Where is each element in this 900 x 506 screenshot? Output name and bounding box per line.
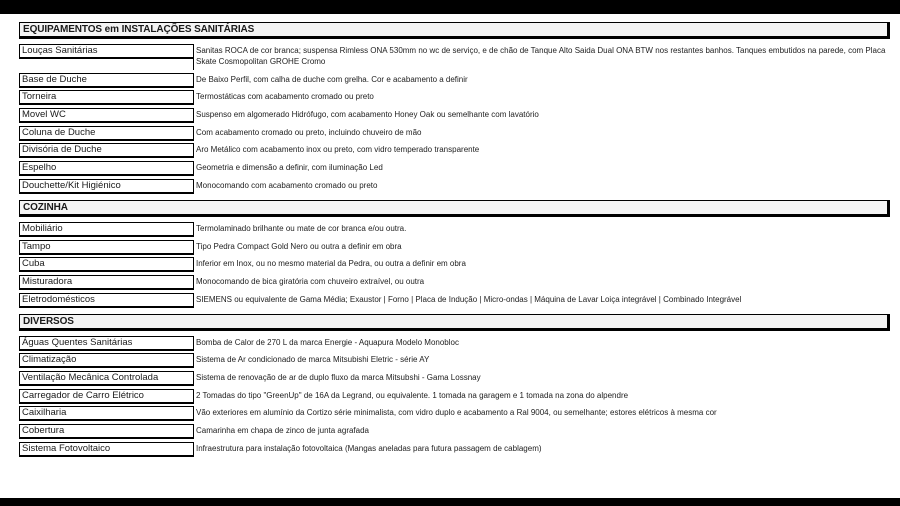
section-rows bbox=[19, 222, 890, 308]
spec-label: Coluna de Duche bbox=[19, 126, 193, 141]
spec-row bbox=[19, 293, 890, 308]
spec-document bbox=[19, 22, 890, 457]
spec-row bbox=[19, 257, 890, 272]
spec-row bbox=[19, 389, 890, 404]
spec-label: Espelho bbox=[19, 161, 193, 176]
spec-row bbox=[19, 44, 890, 70]
spec-row bbox=[19, 424, 890, 439]
spec-row bbox=[19, 143, 890, 158]
section-title: COZINHA bbox=[19, 200, 890, 217]
spec-row bbox=[19, 222, 890, 237]
spec-value: Sanitas ROCA de cor branca; suspensa Rimless ONA 530mm no wc de serviço, e de chão de Tanque Alto Saida Dual ONA BTW nos restantes banhos. Tanques embutidos na parede, com Placa Skate Cosmopolitan GROHE Cromo bbox=[193, 44, 890, 70]
spec-label: Louças Sanitárias bbox=[19, 44, 193, 59]
spec-row bbox=[19, 275, 890, 290]
spec-value: Inferior em Inox, ou no mesmo material da Pedra, ou outra a definir em obra bbox=[193, 257, 890, 272]
section-rows bbox=[19, 44, 890, 194]
spec-label: Movel WC bbox=[19, 108, 193, 123]
spec-row bbox=[19, 336, 890, 351]
spec-label: Base de Duche bbox=[19, 73, 193, 88]
spec-label: Eletrodomésticos bbox=[19, 293, 193, 308]
spec-label: Divisória de Duche bbox=[19, 143, 193, 158]
spec-label: Carregador de Carro Elétrico bbox=[19, 389, 193, 404]
spec-value: Suspenso em algomerado Hidrófugo, com acabamento Honey Oak ou semelhante com lavatório bbox=[193, 108, 890, 123]
spec-row bbox=[19, 90, 890, 105]
spec-value: Infraestrutura para instalação fotovoltaica (Mangas aneladas para futura passagem de cablagem) bbox=[193, 442, 890, 457]
spec-label: Torneira bbox=[19, 90, 193, 105]
section-cozinha bbox=[19, 200, 890, 308]
spec-label: Misturadora bbox=[19, 275, 193, 290]
spec-value: SIEMENS ou equivalente de Gama Média; Exaustor | Forno | Placa de Indução | Micro-ondas | Máquina de Lavar Loiça integrável | Combinado Integrável bbox=[193, 293, 890, 308]
spec-label: Douchette/Kit Higiénico bbox=[19, 179, 193, 194]
spec-row bbox=[19, 406, 890, 421]
spec-row bbox=[19, 240, 890, 255]
spec-value: Aro Metálico com acabamento inox ou preto, com vidro temperado transparente bbox=[193, 143, 890, 158]
spec-label: Mobiliário bbox=[19, 222, 193, 237]
spec-row bbox=[19, 353, 890, 368]
section-title: EQUIPAMENTOS em INSTALAÇÕES SANITÁRIAS bbox=[19, 22, 890, 39]
spec-value: Bomba de Calor de 270 L da marca Energie - Aquapura Modelo Monobloc bbox=[193, 336, 890, 351]
spec-value: Monocomando de bica giratória com chuveiro extraível, ou outra bbox=[193, 275, 890, 290]
spec-label: Caixilharia bbox=[19, 406, 193, 421]
bottom-black-bar bbox=[0, 498, 900, 506]
spec-value: Sistema de Ar condicionado de marca Mitsubishi Eletric - série AY bbox=[193, 353, 890, 368]
spec-label: Cobertura bbox=[19, 424, 193, 439]
spec-label: Cuba bbox=[19, 257, 193, 272]
spec-value: Camarinha em chapa de zinco de junta agrafada bbox=[193, 424, 890, 439]
spec-value: Monocomando com acabamento cromado ou preto bbox=[193, 179, 890, 194]
spec-label: Sistema Fotovoltaico bbox=[19, 442, 193, 457]
section-title: DIVERSOS bbox=[19, 314, 890, 331]
spec-label: Ventilação Mecânica Controlada bbox=[19, 371, 193, 386]
spec-value: De Baixo Perfil, com calha de duche com grelha. Cor e acabamento a definir bbox=[193, 73, 890, 88]
spec-value: Vão exteriores em alumínio da Cortizo série minimalista, com vidro duplo e acabamento a Ral 9004, ou semelhante; estores elétricos à mesma cor bbox=[193, 406, 890, 421]
spec-row bbox=[19, 371, 890, 386]
spec-value: 2 Tomadas do tipo "GreenUp" de 16A da Legrand, ou equivalente. 1 tomada na garagem e 1 tomada na zona do alpendre bbox=[193, 389, 890, 404]
section-rows bbox=[19, 336, 890, 457]
section-diversos bbox=[19, 314, 890, 457]
spec-row bbox=[19, 73, 890, 88]
spec-row bbox=[19, 126, 890, 141]
spec-value: Termostáticas com acabamento cromado ou preto bbox=[193, 90, 890, 105]
spec-label: Tampo bbox=[19, 240, 193, 255]
spec-value: Geometria e dimensão a definir, com iluminação Led bbox=[193, 161, 890, 176]
spec-label: Águas Quentes Sanitárias bbox=[19, 336, 193, 351]
spec-row bbox=[19, 108, 890, 123]
spec-value: Sistema de renovação de ar de duplo fluxo da marca Mitsubshi - Gama Lossnay bbox=[193, 371, 890, 386]
spec-value: Com acabamento cromado ou preto, incluindo chuveiro de mão bbox=[193, 126, 890, 141]
spec-row bbox=[19, 179, 890, 194]
spec-value: Termolaminado brilhante ou mate de cor branca e/ou outra. bbox=[193, 222, 890, 237]
section-sanitarias bbox=[19, 22, 890, 194]
spec-row bbox=[19, 161, 890, 176]
spec-row bbox=[19, 442, 890, 457]
top-black-bar bbox=[0, 0, 900, 14]
spec-label: Climatização bbox=[19, 353, 193, 368]
spec-value: Tipo Pedra Compact Gold Nero ou outra a definir em obra bbox=[193, 240, 890, 255]
